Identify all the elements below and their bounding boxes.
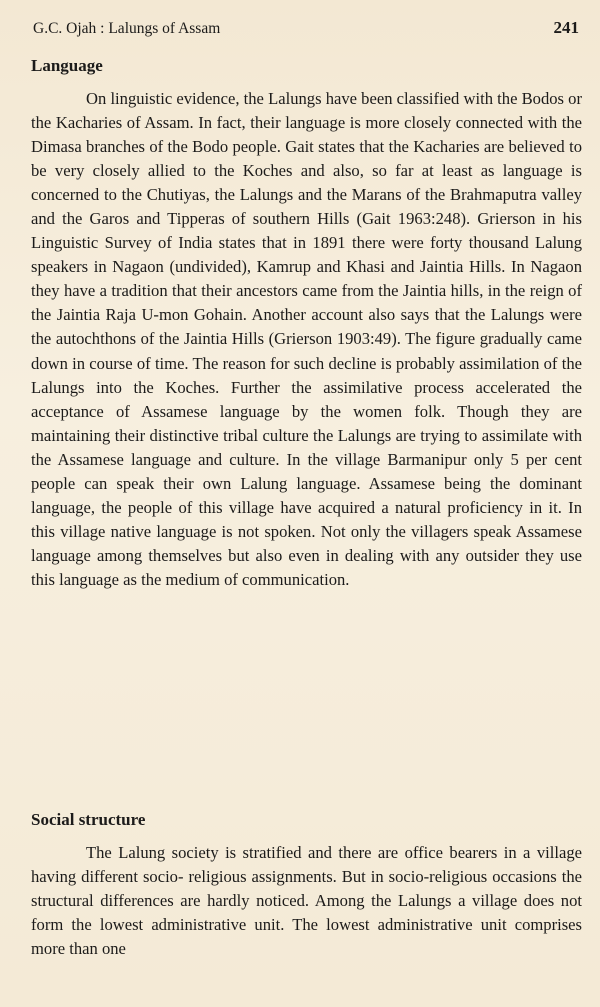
- page-number: 241: [553, 18, 579, 37]
- running-head: G.C. Ojah : Lalungs of Assam: [33, 20, 221, 37]
- section-heading-social-structure: Social structure: [31, 810, 146, 829]
- paragraph-language: On linguistic evidence, the Lalungs have been classified with the Bodos or the Kacharies of Assam. In fact, their language is more closely connected with the Dimasa branches of the Bodo people. Gait states that the Kacharies are believed to be very closely allied to the Koches and also, so far at least as language is concerned to the Chutiyas, the Lalungs and the Marans of the Brahmaputra valley and the Garos and Tipperas of southern Hills (Gait 1963:248). Grierson in his Linguistic Survey of India states that in 1891 there were forty thousand Lalung speakers in Nagaon (undivided), Kamrup and Khasi and Jaintia Hills. In Nagaon they have a tradition that their ancestors came from the Jaintia hills, in the reign of the Jaintia Raja U-mon Gohain. Another account also says that the Lalungs were the autochthons of the Jaintia Hills (Grierson 1903:49). The figure gradually came down in course of time. The reason for such decline is probably assimilation of the Lalungs into the Koches. Further the assimilative process accelerated the acceptance of Assamese language by the women folk. Though they are maintaining their distinctive tribal culture the Lalungs are trying to assimilate with the Assamese language and culture. In the village Barmanipur only 5 per cent people can speak their own Lalung language. Assamese being the dominant language, the people of this village have acquired a natural proficiency in it. In this village native language is not spoken. Not only the villagers speak Assamese language among themselves but also even in dealing with any outsider they use this language as the medium of communication.: [31, 89, 582, 589]
- page-header: [33, 18, 579, 42]
- paragraph-social-structure: The Lalung society is stratified and there are office bearers in a village having different socio- religious assignments. But in socio-religious occasions the structural differences are hardly noticed. Among the Lalungs a village does not form the lowest administrative unit. The lowest administrative unit comprises more than one: [31, 843, 582, 959]
- section-heading-language: Language: [31, 56, 103, 75]
